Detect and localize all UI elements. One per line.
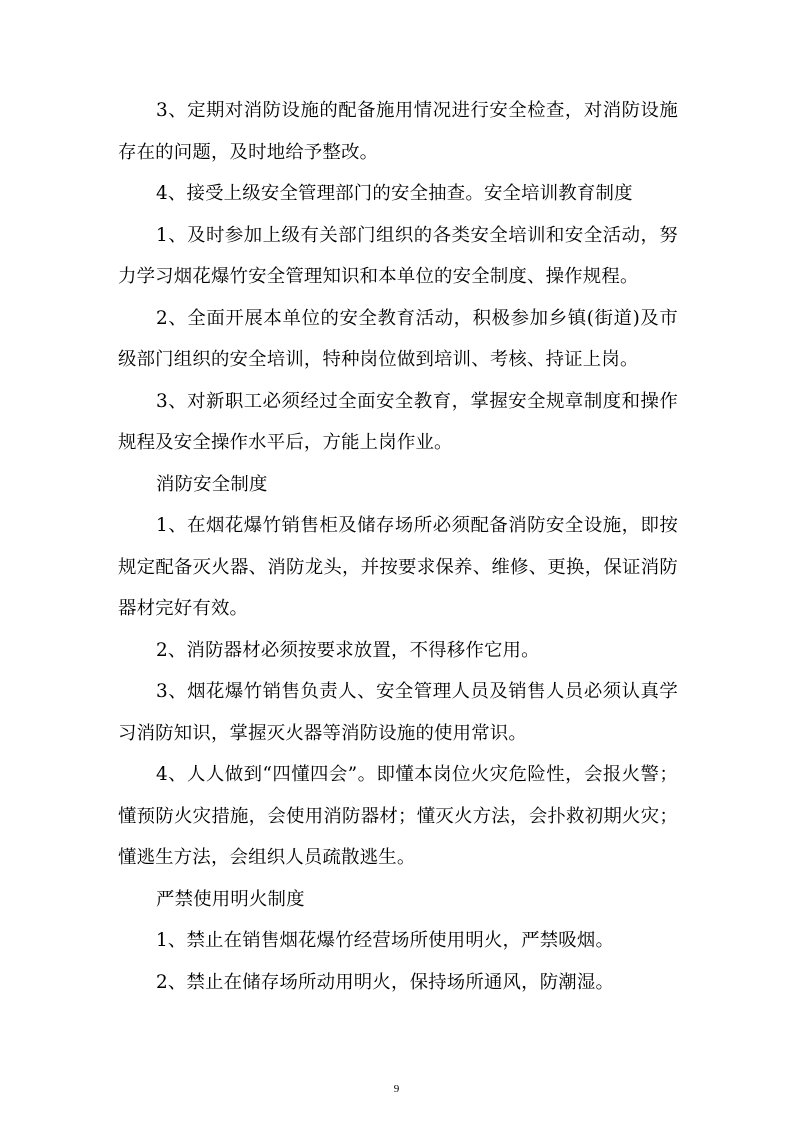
paragraph-equipment-placement: 2、消防器材必须按要求放置，不得移作它用。 [156,639,540,661]
paragraph-safety-spot-check: 4、接受上级安全管理部门的安全抽查。安全培训教育制度 [156,183,633,204]
paragraph-four-knows-four-cans: 4、人人做到“四懂四会”。即懂本岗位火灾危险性，会报火警；懂预防火灾措施，会使用消防器材；懂灭火方法，会扑救初期火灾；懂逃生方法，会组织人员疏散逃生。 [118,764,678,868]
paragraph-fire-knowledge: 3、烟花爆竹销售负责人、安全管理人员及销售人员必须认真学习消防知识，掌握灭火器等消防设施的使用常识。 [118,681,678,744]
page-number: 9 [393,1083,400,1095]
section-heading-fire-safety: 消防安全制度 [156,473,268,495]
paragraph-no-flame-sales-area: 1、禁止在销售烟花爆竹经营场所使用明火，严禁吸烟。 [156,930,615,951]
paragraph-training-attendance: 1、及时参加上级有关部门组织的各类安全培训和安全活动，努力学习烟花爆竹安全管理知识和本单位的安全制度、操作规程。 [118,224,678,287]
document-body [118,90,678,1003]
paragraph-fire-equipment-inspection: 3、定期对消防设施的配备施用情况进行安全检查，对消防设施存在的问题，及时地给予整改。 [118,100,678,163]
paragraph-new-staff-education: 3、对新职工必须经过全面安全教育，掌握安全规章制度和操作规程及安全操作水平后，方能上岗作业。 [118,390,678,453]
section-heading-open-flame-ban: 严禁使用明火制度 [156,888,305,910]
paragraph-safety-education-activities: 2、全面开展本单位的安全教育活动，积极参加乡镇(街道)及市级部门组织的安全培训，特种岗位做到培训、考核、持证上岗。 [118,307,678,370]
paragraph-fire-facilities: 1、在烟花爆竹销售柜及储存场所必须配备消防安全设施，即按规定配备灭火器、消防龙头，并按要求保养、维修、更换，保证消防器材完好有效。 [118,515,678,619]
paragraph-no-flame-storage-area: 2、禁止在储存场所动用明火，保持场所通风，防潮湿。 [156,971,615,993]
